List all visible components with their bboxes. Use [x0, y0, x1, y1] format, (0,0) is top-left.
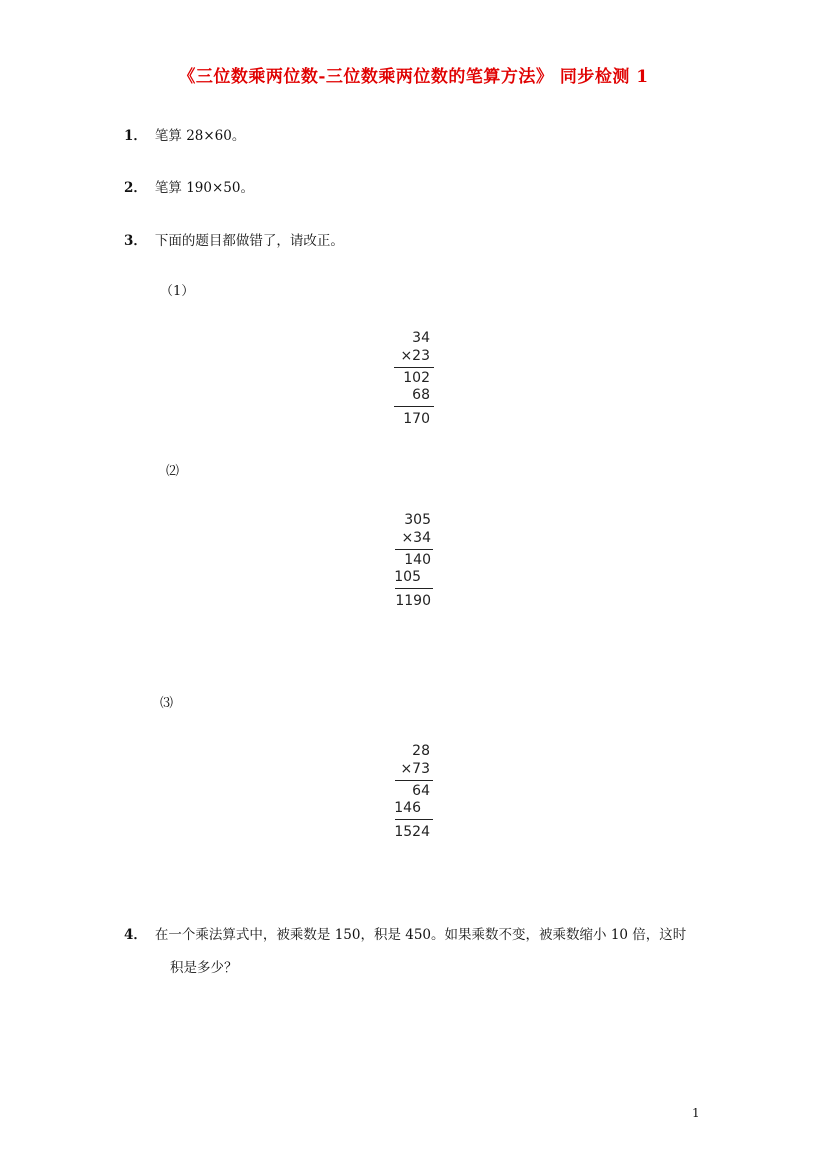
question-number: 4．: [124, 927, 147, 943]
calc-rule: [394, 406, 434, 407]
calc-rule: [395, 819, 433, 820]
partial-product: 68: [412, 387, 430, 403]
result: 1190: [395, 593, 431, 609]
question-3: [124, 229, 344, 249]
multiplicand: 34: [412, 330, 430, 346]
page-number: 1: [692, 1106, 700, 1120]
question-text: 下面的题目都做错了，请改正。: [154, 233, 344, 249]
subproblem-label-2: ⑵: [166, 464, 180, 479]
multiplier: ×34: [401, 530, 431, 546]
question-number: 1．: [124, 128, 147, 144]
partial-product: 105: [394, 569, 421, 585]
result: 170: [403, 411, 430, 427]
question-text: 笔算 28×60。: [154, 128, 246, 144]
partial-product: 146: [394, 800, 421, 816]
partial-product: 64: [412, 783, 430, 799]
subproblem-label-1: （1）: [160, 284, 195, 299]
question-2: [124, 176, 254, 196]
vertical-calculation-3: [380, 743, 440, 843]
calc-rule: [394, 367, 434, 368]
question-1: [124, 124, 245, 144]
vertical-calculation-2: [380, 512, 440, 612]
partial-product: 102: [403, 370, 430, 386]
multiplier: ×23: [400, 348, 430, 364]
question-text: 在一个乘法算式中，被乘数是 150，积是 450。如果乘数不变，被乘数缩小 10 倍，这时: [154, 927, 687, 943]
calc-rule: [395, 588, 433, 589]
multiplier: ×73: [400, 761, 430, 777]
question-text: 笔算 190×50。: [154, 180, 254, 196]
multiplicand: 305: [404, 512, 431, 528]
multiplicand: 28: [412, 743, 430, 759]
question-number: 3．: [124, 233, 147, 249]
vertical-calculation-1: [380, 330, 440, 430]
calc-rule: [395, 549, 433, 550]
document-title: 《三位数乘两位数-三位数乘两位数的笔算方法》 同步检测 1: [178, 67, 649, 87]
question-number: 2．: [124, 180, 147, 196]
partial-product: 140: [404, 552, 431, 568]
result: 1524: [394, 824, 430, 840]
question-4-continuation: 积是多少？: [170, 960, 238, 976]
calc-rule: [395, 780, 433, 781]
question-4: [124, 923, 686, 943]
subproblem-label-3: ⑶: [160, 696, 174, 711]
